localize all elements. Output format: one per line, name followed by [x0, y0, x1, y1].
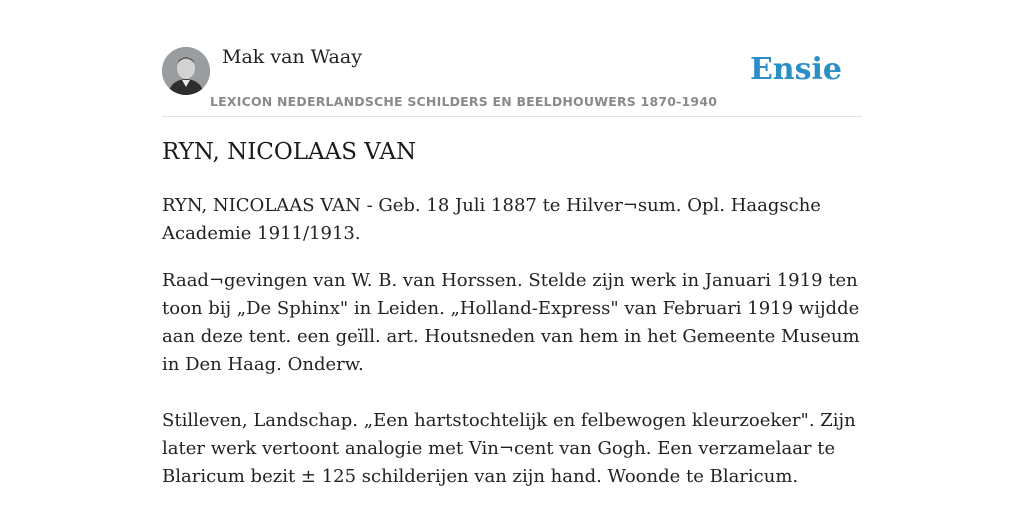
page-header [162, 44, 862, 117]
article-paragraph: Raad¬gevingen van W. B. van Horssen. Stelde zijn werk in Januari 1919 ten toon bij „De Sphinx" in Leiden. „Holland-Express" van Februari 1919 wijdde aan deze tent. een geïll. art. Houtsneden van hem in het Gemeente Museum in Den Haag. Onderw. Stilleven, Landschap. „Een hartstochtelijk en felbewogen kleurzoeker". Zijn later werk vertoont analogie met Vin¬cent van Gogh. Een verzamelaar te Blaricum bezit ± 125 schilderijen van zijn hand. Woonde te Blaricum. [162, 270, 860, 487]
portrait-icon [162, 47, 210, 95]
article-body [162, 192, 866, 510]
author-avatar[interactable] [162, 47, 210, 95]
article-title: RYN, NICOLAAS VAN [162, 139, 417, 165]
ensie-logo[interactable]: Ensie [749, 52, 842, 87]
lexicon-title[interactable]: LEXICON NEDERLANDSCHE SCHILDERS EN BEELDHOUWERS 1870-1940 [210, 94, 718, 109]
article-paragraph: RYN, NICOLAAS VAN - Geb. 18 Juli 1887 te Hilver¬sum. Opl. Haagsche Academie 1911/1913. [162, 195, 821, 244]
author-name[interactable]: Mak van Waay [222, 46, 362, 68]
